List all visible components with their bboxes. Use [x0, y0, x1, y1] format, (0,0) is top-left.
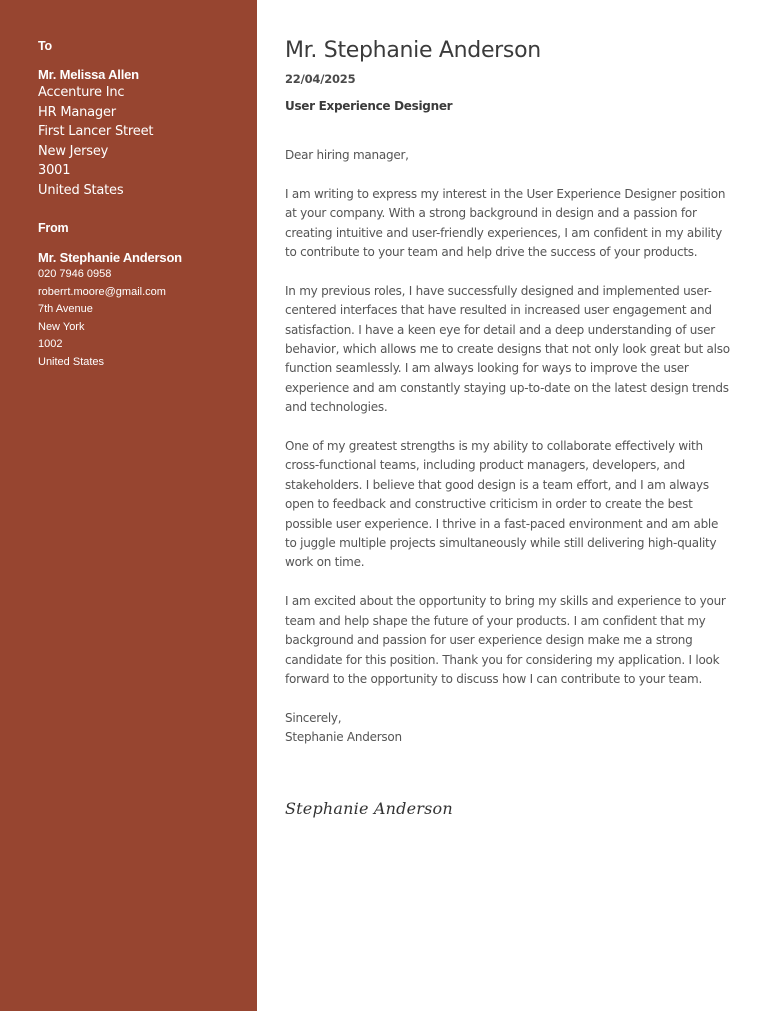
recipient-state: New Jersey	[38, 143, 109, 159]
letter-content	[285, 146, 731, 748]
sender-sidebar-name: Mr. Stephanie Anderson	[38, 250, 182, 265]
sender-phone: 020 7946 0958	[38, 268, 112, 280]
recipient-heading: To	[38, 39, 52, 53]
recipient-company: Accenture Inc	[38, 85, 125, 100]
recipient-postcode: 3001	[38, 163, 71, 178]
recipient-country: United States	[38, 182, 124, 198]
paragraph-2: In my previous roles, I have successfully designed and implemented user-centered interfaces that have resulted in increased user engagement and satisfaction. I have a keen eye for detail and a deep understanding of user behavior, which allows me to create designs that not only look great but also function seamlessly. I am always looking for ways to improve the user experience and am constantly staying up-to-date on the latest design trends and technologies.	[285, 283, 730, 415]
job-title: User Experience Designer	[285, 99, 453, 113]
salutation: Dear hiring manager,	[285, 148, 409, 162]
sender-street: 7th Avenue	[38, 303, 93, 315]
recipient-section	[38, 38, 153, 200]
closing: Sincerely,	[285, 710, 342, 725]
page-title: Mr. Stephanie Anderson	[285, 38, 541, 63]
sender-city: New York	[38, 320, 85, 333]
page-bottom-strip	[0, 1011, 257, 1024]
sender-email: roberrt.moore@gmail.com	[38, 285, 166, 298]
letter-date: 22/04/2025	[285, 72, 356, 86]
paragraph-4: I am excited about the opportunity to bring my skills and experience to your team and help shape the future of your products. I am confident that my background and passion for user experience design make me a strong candidate for this position. Thank you for considering my application. I look forward to the opportunity to discuss how I can contribute to your team.	[285, 594, 726, 686]
closing-name: Stephanie Anderson	[285, 730, 402, 745]
recipient-name: Mr. Melissa Allen	[38, 67, 139, 82]
sender-country: United States	[38, 355, 105, 368]
recipient-street: First Lancer Street	[38, 124, 154, 139]
sender-postcode: 1002	[38, 338, 63, 350]
recipient-position: HR Manager	[38, 104, 116, 120]
contact-sidebar	[0, 0, 257, 1011]
signature: Stephanie Anderson	[285, 799, 453, 818]
sender-section	[38, 220, 182, 371]
paragraph-3: One of my greatest strengths is my ability to collaborate effectively with cross-functional teams, including product managers, developers, and stakeholders. I believe that good design is a team effort, and I am always open to feedback and constructive criticism in order to create the best possible user experience. I thrive in a fast-paced environment and am able to juggle multiple projects simultaneously while still delivering high-quality work on time.	[285, 439, 719, 570]
paragraph-1: I am writing to express my interest in the User Experience Designer position at your company. With a strong background in design and a passion for creating intuitive and user-friendly experiences, I am confident in my ability to contribute to your team and help drive the success of your products.	[285, 186, 726, 260]
letter-body	[257, 0, 766, 1024]
sender-heading: From	[38, 221, 69, 235]
